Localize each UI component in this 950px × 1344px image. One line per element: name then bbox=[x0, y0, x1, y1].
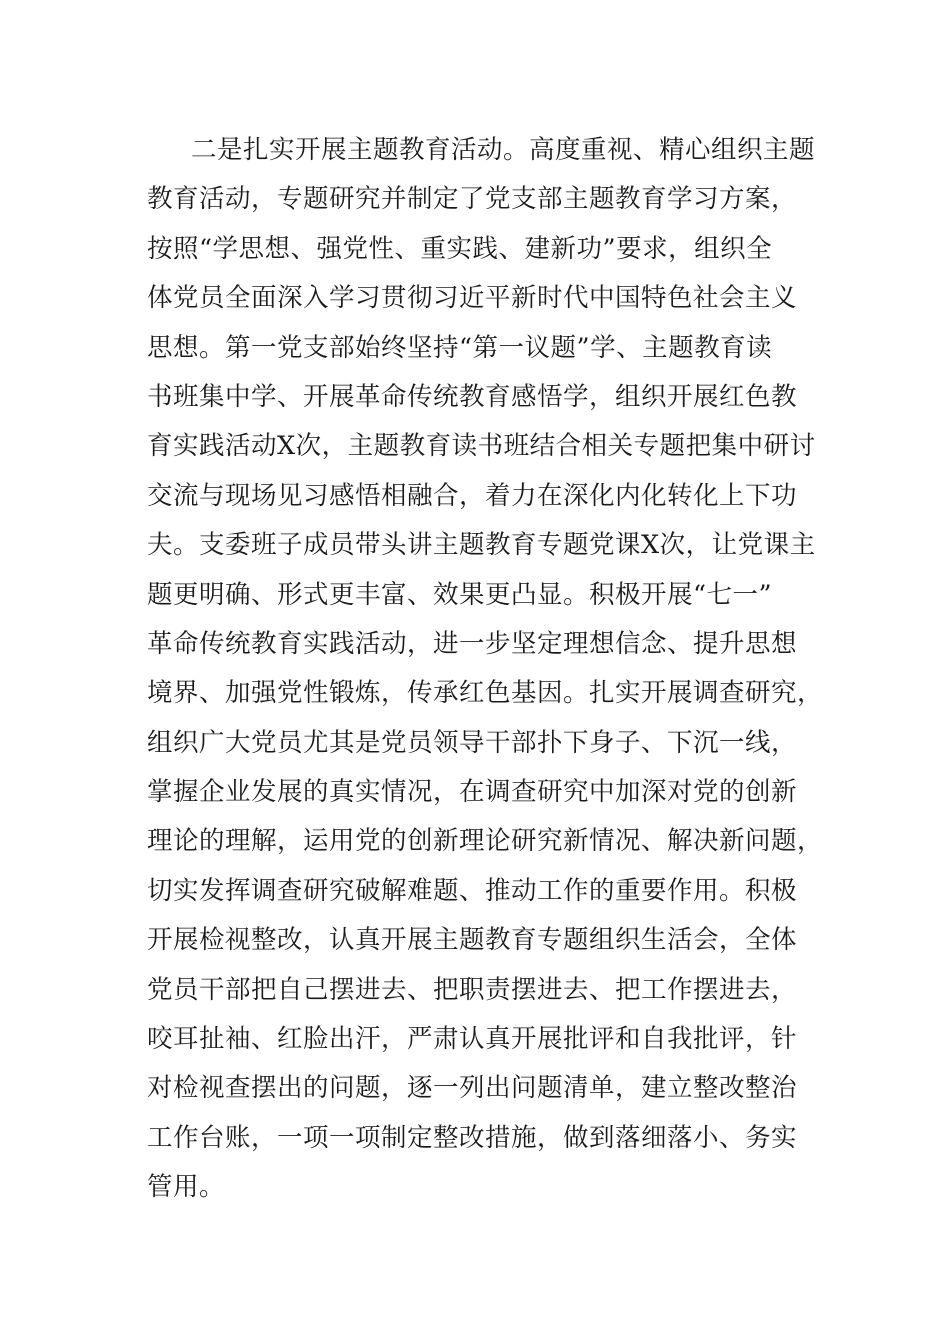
paragraph-line: 切实发挥调查研究破解难题、推动工作的重要作用。积极 bbox=[147, 875, 798, 906]
paragraph-line: 管用。 bbox=[147, 1172, 226, 1203]
paragraph-line: 体党员全面深入学习贯彻习近平新时代中国特色社会主义 bbox=[147, 283, 798, 314]
paragraph-line: 组织广大党员尤其是党员领导干部扑下身子、下沉一线， bbox=[147, 727, 798, 758]
paragraph-line: 题更明确、形式更丰富、效果更凸显。积极开展“七一” bbox=[147, 579, 773, 610]
paragraph-line: 党员干部把自己摆进去、把职责摆进去、把工作摆进去， bbox=[147, 974, 798, 1005]
paragraph-line: 对检视查摆出的问题，逐一列出问题清单，建立整改整治 bbox=[147, 1073, 798, 1104]
paragraph-line: 思想。第一党支部始终坚持“第一议题”学、主题教育读 bbox=[147, 332, 773, 363]
paragraph-line: 咬耳扯袖、红脸出汗，严肃认真开展批评和自我批评，针 bbox=[147, 1024, 798, 1055]
paragraph-line: 开展检视整改，认真开展主题教育专题组织生活会，全体 bbox=[147, 925, 798, 956]
paragraph-line: 二是扎实开展主题教育活动。高度重视、精心组织主题 bbox=[191, 135, 816, 165]
paragraph-line: 交流与现场见习感悟相融合，着力在深化内化转化上下功 bbox=[147, 480, 798, 511]
paragraph-line: 夫。支委班子成员带头讲主题教育专题党课X次，让党课主 bbox=[147, 530, 816, 561]
paragraph-line: 境界、加强党性锻炼，传承红色基因。扎实开展调查研究， bbox=[147, 678, 824, 709]
paragraph-line: 育实践活动X次，主题教育读书班结合相关专题把集中研讨 bbox=[147, 431, 816, 462]
paragraph-line: 教育活动，专题研究并制定了党支部主题教育学习方案， bbox=[147, 184, 798, 215]
paragraph-line: 书班集中学、开展革命传统教育感悟学，组织开展红色教 bbox=[147, 381, 798, 412]
paragraph-line: 工作台账，一项一项制定整改措施，做到落细落小、务实 bbox=[147, 1122, 798, 1153]
paragraph-line: 按照“学思想、强党性、重实践、建新功”要求，组织全 bbox=[147, 233, 773, 264]
paragraph-line: 革命传统教育实践活动，进一步坚定理想信念、提升思想 bbox=[147, 628, 798, 659]
paragraph-line: 理论的理解，运用党的创新理论研究新情况、解决新问题， bbox=[147, 826, 824, 857]
body-paragraph bbox=[147, 126, 824, 1213]
paragraph-line: 掌握企业发展的真实情况，在调查研究中加深对党的创新 bbox=[147, 777, 798, 808]
